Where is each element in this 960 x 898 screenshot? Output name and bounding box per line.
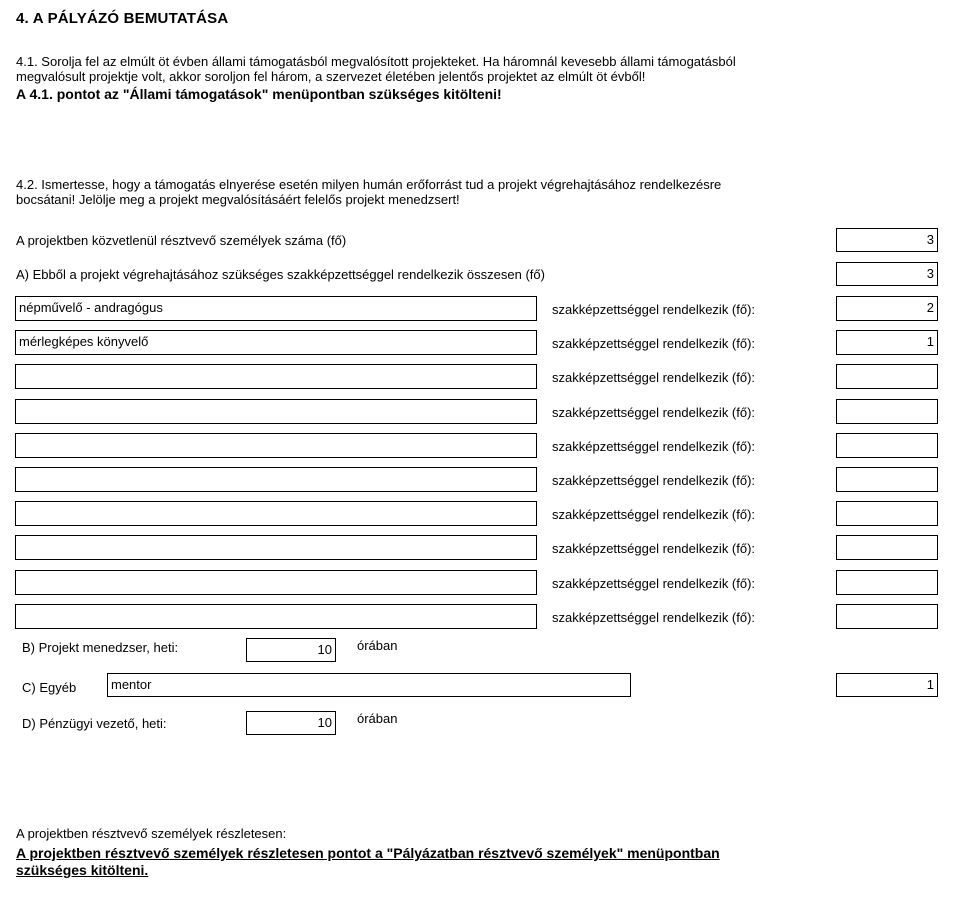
section-4-1-text-line1: 4.1. Sorolja fel az elmúlt öt évben állami támogatásból megvalósított projekteket. Ha háromnál kevesebb állami támogatásból: [16, 54, 736, 69]
section-4-1-text-line2: megvalósult projektje volt, akkor soroljon fel három, a szervezet életében jelentős projektet az elmúlt öt évből!: [16, 69, 646, 84]
details-label: A projektben résztvevő személyek részletesen:: [16, 826, 287, 841]
qualification-count-field[interactable]: [836, 535, 938, 560]
project-manager-label: B) Projekt menedzser, heti:: [22, 640, 179, 655]
finance-manager-label: D) Pénzügyi vezető, heti:: [22, 716, 167, 731]
section-4-2-text-line2: bocsátani! Jelölje meg a projekt megvalósításáért felelős projekt menedzsert!: [16, 192, 460, 207]
qualification-count-label: szakképzettséggel rendelkezik (fő):: [552, 507, 756, 522]
section-4-1-note: A 4.1. pontot az "Állami támogatások" menüpontban szükséges kitölteni!: [16, 86, 502, 102]
qualified-total-field[interactable]: 3: [836, 262, 938, 286]
qualification-count-field[interactable]: [836, 433, 938, 458]
details-note-line1: A projektben résztvevő személyek részletesen pontot a "Pályázatban résztvevő személyek" menüpontban: [16, 845, 720, 861]
other-count-field[interactable]: 1: [836, 673, 938, 697]
qualification-name-field[interactable]: [15, 399, 537, 424]
qualification-count-field[interactable]: [836, 604, 938, 629]
project-manager-hours-field[interactable]: 10: [246, 638, 336, 662]
qualification-name-field[interactable]: [15, 364, 537, 389]
qualification-count-field[interactable]: [836, 501, 938, 526]
direct-count-field[interactable]: 3: [836, 228, 938, 252]
qualification-count-field[interactable]: [836, 570, 938, 595]
qualification-count-field[interactable]: 1: [836, 330, 938, 355]
qualification-count-field[interactable]: 2: [836, 296, 938, 321]
qualification-name-field[interactable]: [15, 433, 537, 458]
section-4-2-text-line1: 4.2. Ismertesse, hogy a támogatás elnyerése esetén milyen humán erőforrást tud a projekt végrehajtásához rendelkezésre: [16, 177, 722, 192]
qualification-name-field[interactable]: [15, 535, 537, 560]
qualification-count-field[interactable]: [836, 399, 938, 424]
direct-count-label: A projektben közvetlenül résztvevő személyek száma (fő): [16, 233, 347, 248]
qualification-count-label: szakképzettséggel rendelkezik (fő):: [552, 473, 756, 488]
qualification-name-field[interactable]: [15, 467, 537, 492]
qualification-count-field[interactable]: [836, 364, 938, 389]
qualification-name-field[interactable]: [15, 570, 537, 595]
qualified-total-label: A) Ebből a projekt végrehajtásához szükséges szakképzettséggel rendelkezik összesen (fő): [16, 267, 545, 282]
qualification-name-field[interactable]: [15, 501, 537, 526]
qualification-name-field[interactable]: mérlegképes könyvelő: [15, 330, 537, 355]
qualification-name-field[interactable]: [15, 604, 537, 629]
other-label: C) Egyéb: [22, 680, 77, 695]
qualification-count-label: szakképzettséggel rendelkezik (fő):: [552, 576, 756, 591]
qualification-count-label: szakképzettséggel rendelkezik (fő):: [552, 370, 756, 385]
qualification-count-label: szakképzettséggel rendelkezik (fő):: [552, 302, 756, 317]
details-note-line2: szükséges kitölteni.: [16, 862, 149, 878]
qualification-name-field[interactable]: népművelő - andragógus: [15, 296, 537, 321]
qualification-count-label: szakképzettséggel rendelkezik (fő):: [552, 610, 756, 625]
project-manager-unit: órában: [357, 638, 398, 653]
qualification-count-field[interactable]: [836, 467, 938, 492]
other-name-field[interactable]: mentor: [107, 673, 631, 697]
qualification-count-label: szakképzettséggel rendelkezik (fő):: [552, 541, 756, 556]
section-title: 4. A PÁLYÁZÓ BEMUTATÁSA: [16, 10, 229, 27]
finance-manager-unit: órában: [357, 711, 398, 726]
qualification-count-label: szakképzettséggel rendelkezik (fő):: [552, 405, 756, 420]
qualification-count-label: szakképzettséggel rendelkezik (fő):: [552, 439, 756, 454]
finance-manager-hours-field[interactable]: 10: [246, 711, 336, 735]
qualification-count-label: szakképzettséggel rendelkezik (fő):: [552, 336, 756, 351]
